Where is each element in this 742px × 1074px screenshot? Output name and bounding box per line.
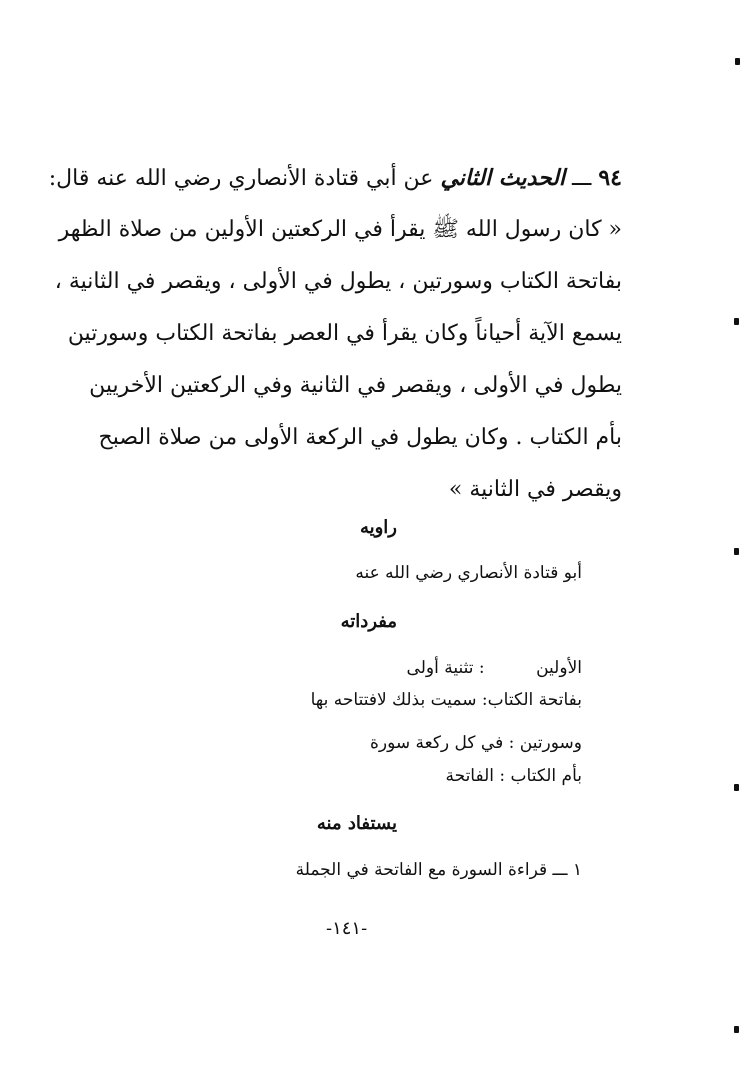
hadith-text <box>48 152 622 516</box>
hadith-line <box>48 152 622 204</box>
hadith-line-text: عن أبي قتادة الأنصاري رضي الله عنه قال: <box>48 166 434 191</box>
vocabulary-item <box>407 658 582 678</box>
hadith-line: ويقصر في الثانية » <box>448 477 622 502</box>
hadith-line: يسمع الآية أحياناً وكان يقرأ في العصر بفاتحة الكتاب وسورتين <box>67 321 622 346</box>
vocabulary-term: بفاتحة الكتاب <box>487 690 582 710</box>
scan-mark <box>734 784 739 791</box>
hadith-line: بفاتحة الكتاب وسورتين ، يطول في الأولى ، ويقصر في الثانية ، <box>54 269 622 294</box>
benefits-heading: يستفاد منه <box>316 813 397 834</box>
vocabulary-term: وسورتين <box>519 733 582 753</box>
vocabulary-separator: : <box>478 658 485 678</box>
vocabulary-meaning: سميت بذلك لافتتاحه بها <box>310 690 477 710</box>
vocabulary-item <box>445 766 582 786</box>
benefit-item: ١ ـــ قراءة السورة مع الفاتحة في الجملة <box>295 860 582 880</box>
vocabulary-meaning: تثنية أولى <box>406 658 474 678</box>
vocabulary-separator: : <box>499 766 506 786</box>
scan-mark <box>735 58 740 65</box>
vocabulary-separator: : <box>481 690 488 710</box>
hadith-dash: ـــ <box>572 166 592 191</box>
scan-mark <box>734 1026 739 1033</box>
hadith-line: « كان رسول الله ﷺ يقرأ في الركعتين الأولين من صلاة الظهر <box>58 217 622 242</box>
page-number: -١٤١- <box>326 918 368 939</box>
scan-mark <box>734 318 739 325</box>
narrator-name: أبو قتادة الأنصاري رضي الله عنه <box>355 563 582 583</box>
hadith-line: بأم الكتاب . وكان يطول في الركعة الأولى من صلاة الصبح <box>98 425 622 450</box>
hadith-title: الحديث الثاني <box>440 165 566 191</box>
vocabulary-term: بأم الكتاب <box>510 766 582 786</box>
scan-mark <box>734 548 739 555</box>
vocabulary-meaning: الفاتحة <box>445 766 494 786</box>
vocabulary-heading: مفرداته <box>340 611 397 632</box>
hadith-number: ٩٤ <box>598 165 622 191</box>
vocabulary-item <box>311 690 582 710</box>
hadith-line: يطول في الأولى ، ويقصر في الثانية وفي الركعتين الأخريين <box>89 373 622 398</box>
vocabulary-meaning: في كل ركعة سورة <box>369 733 504 753</box>
vocabulary-item <box>370 733 582 753</box>
vocabulary-term: الأولين <box>536 658 582 678</box>
narrator-heading: راويه <box>359 517 397 538</box>
vocabulary-separator: : <box>508 733 515 753</box>
